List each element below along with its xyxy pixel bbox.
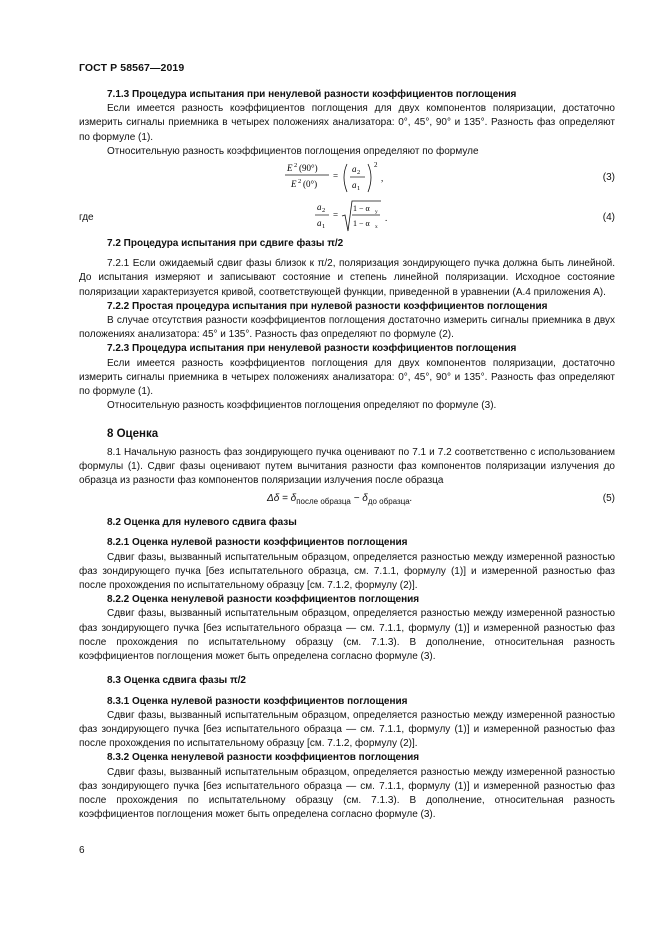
- heading-7-2: 7.2 Процедура испытания при сдвиге фазы π/2: [107, 238, 344, 250]
- svg-text:.: .: [385, 213, 388, 224]
- formula-3-den-arg: (0°): [303, 179, 318, 190]
- heading-8-2-1: 8.2.1 Оценка нулевой разности коэффициентов поглощения: [107, 537, 408, 549]
- svg-text:2: 2: [357, 169, 361, 177]
- heading-8-2: 8.2 Оценка для нулевого сдвига фазы: [107, 517, 297, 529]
- paragraph-7-2-1: 7.2.1 Если ожидаемый сдвиг фазы близок к π/2, поляризация зондирующего пучка должна быть линейной. До испытания измеряют и записывают состояние и степень линейной поляризации. Исходное состояние поляризации характеризуется кривой, соответствующей функции, приведенной в уравнении (А.4 приложения А).: [79, 258, 615, 298]
- formula-3-num-sup: 2: [294, 162, 298, 170]
- paragraph-8-3-1: Сдвиг фазы, вызванный испытательным образцом, определяется разностью между измеренной разностью фаз зондирующего пучка [без испытательного образца — см. 7.1.1, формулу (1)] и измеренной разностью фаз после прохождения по испытательному образцу [см. 7.1.2, формулу (2)].: [79, 709, 615, 750]
- svg-text:y: y: [375, 209, 378, 216]
- page-number: 6: [79, 845, 85, 856]
- heading-8-3-2: 8.3.2 Оценка ненулевой разности коэффициентов поглощения: [107, 752, 420, 764]
- svg-text:a: a: [317, 218, 322, 229]
- svg-text:2: 2: [322, 207, 326, 215]
- formula-3-a2: a: [352, 164, 357, 175]
- svg-text:1: 1: [357, 185, 361, 193]
- paragraph-7-2-2: В случае отсутствия разности коэффициентов поглощения достаточно измерить сигналы приемника в двух положениях анализатора: 45° и 135°. Разность фаз определяют по формуле (2).: [79, 315, 615, 341]
- formula-3-den-E: E: [291, 179, 297, 190]
- paragraph-7-1-3-b: Относительную разность коэффициентов поглощения определяют по формуле: [107, 145, 479, 157]
- heading-8: 8 Оценка: [107, 428, 159, 441]
- formula-3-expression: [277, 159, 417, 199]
- svg-text:=: =: [333, 210, 339, 221]
- paragraph-7-1-3-a: Если имеется разность коэффициентов поглощения для двух компонентов поляризации, достаточно измерить сигналы приемника в четырех положениях анализатора: 0°, 45°, 90° и 135°. Разность фаз определяют по формуле (1).: [79, 103, 615, 143]
- paragraph-8-1: 8.1 Начальную разность фаз зондирующего пучка оценивают по 7.1 и 7.2 соответственно с использованием формулы (1). Сдвиг фазы оценивают путем вычитания разности фаз компонентов поляризации излучения до образца из разности фаз компонентов поляризации излучения после образца: [79, 446, 615, 487]
- formula-5: [79, 490, 615, 508]
- heading-7-2-2: 7.2.2 Простая процедура испытания при нулевой разности коэффициентов поглощения: [107, 300, 548, 312]
- svg-text:x: x: [375, 224, 378, 231]
- paragraph-8-3-2: Сдвиг фазы, вызванный испытательным образцом, определяется разностью между измеренной разностью фаз зондирующего пучка [без испытательного образца — см. 7.1.1, формулу (1)] и измеренной разностью фаз после прохождения по испытательному образцу (см. 7.1.3). В дополнение, относительная разность коэффициентов поглощения может быть определена согласно формуле (3).: [79, 766, 615, 821]
- svg-text:1: 1: [322, 223, 326, 231]
- formula-3-exp: 2: [374, 161, 378, 170]
- formula-5-expression: $\Delta\delta = \delta_{после образца} - \delta_{до образца}$.: [267, 493, 413, 507]
- formula-3-num-arg: (90°): [299, 163, 318, 174]
- svg-text:,: ,: [381, 173, 384, 184]
- svg-text:1 − α: 1 − α: [353, 204, 370, 214]
- svg-text:1 − α: 1 − α: [353, 219, 370, 229]
- heading-8-2-2: 8.2.2 Оценка ненулевой разности коэффициентов поглощения: [107, 594, 420, 606]
- paragraph-7-2-3-b: Относительную разность коэффициентов поглощения определяют по формуле (3).: [107, 400, 497, 412]
- paragraph-7-2-3-a: Если имеется разность коэффициентов поглощения для двух компонентов поляризации, достаточно измерить сигналы приемника в четырех положениях анализатора: 0°, 45°, 90° и 135°. Разность фаз определяют по формуле (1).: [79, 357, 615, 398]
- svg-text:=: =: [333, 171, 339, 182]
- formula-3-a1: a: [352, 180, 357, 191]
- formula-3-den-sup: 2: [298, 178, 302, 186]
- formula-4-number: (4): [602, 212, 615, 224]
- heading-7-1-3: 7.1.3 Процедура испытания при ненулевой разности коэффициентов поглощения: [107, 89, 517, 100]
- page-content: [79, 88, 615, 822]
- formula-5-number: (5): [602, 493, 615, 505]
- svg-text:a: a: [317, 202, 322, 213]
- paragraph-8-2-2: Сдвиг фазы, вызванный испытательным образцом, определяется разностью между измеренной разностью фаз зондирующего пучка [без испытательного образца — см. 7.1.1, формулу (1)] и измеренной разностью фаз после прохождения по испытательному образцу (см. 7.1.3). В дополнение, относительная разность коэффициентов поглощения может быть определена согласно формуле (3).: [79, 608, 615, 663]
- where-label: где: [79, 212, 94, 224]
- heading-8-3-1: 8.3.1 Оценка нулевой разности коэффициентов поглощения: [107, 695, 408, 707]
- paragraph-8-2-1: Сдвиг фазы, вызванный испытательным образцом, определяется разностью между измеренной разностью фаз зондирующего пучка [без испытательного образца, см. 7.1.1, формулу (1)] и измеренной разностью фаз после прохождения по испытательному образцу [см. 7.1.2, формулу (2)].: [79, 551, 615, 592]
- formula-4-expression: [315, 199, 435, 235]
- formula-3-num-E: E: [287, 163, 293, 174]
- heading-7-2-3: 7.2.3 Процедура испытания при ненулевой разности коэффициентов поглощения: [107, 343, 517, 355]
- formula-4: [79, 199, 615, 235]
- formula-3-number: (3): [602, 172, 615, 184]
- formula-3: [79, 159, 615, 199]
- document-header: ГОСТ Р 58567—2019: [79, 62, 185, 74]
- heading-8-3: 8.3 Оценка сдвига фазы π/2: [107, 675, 246, 687]
